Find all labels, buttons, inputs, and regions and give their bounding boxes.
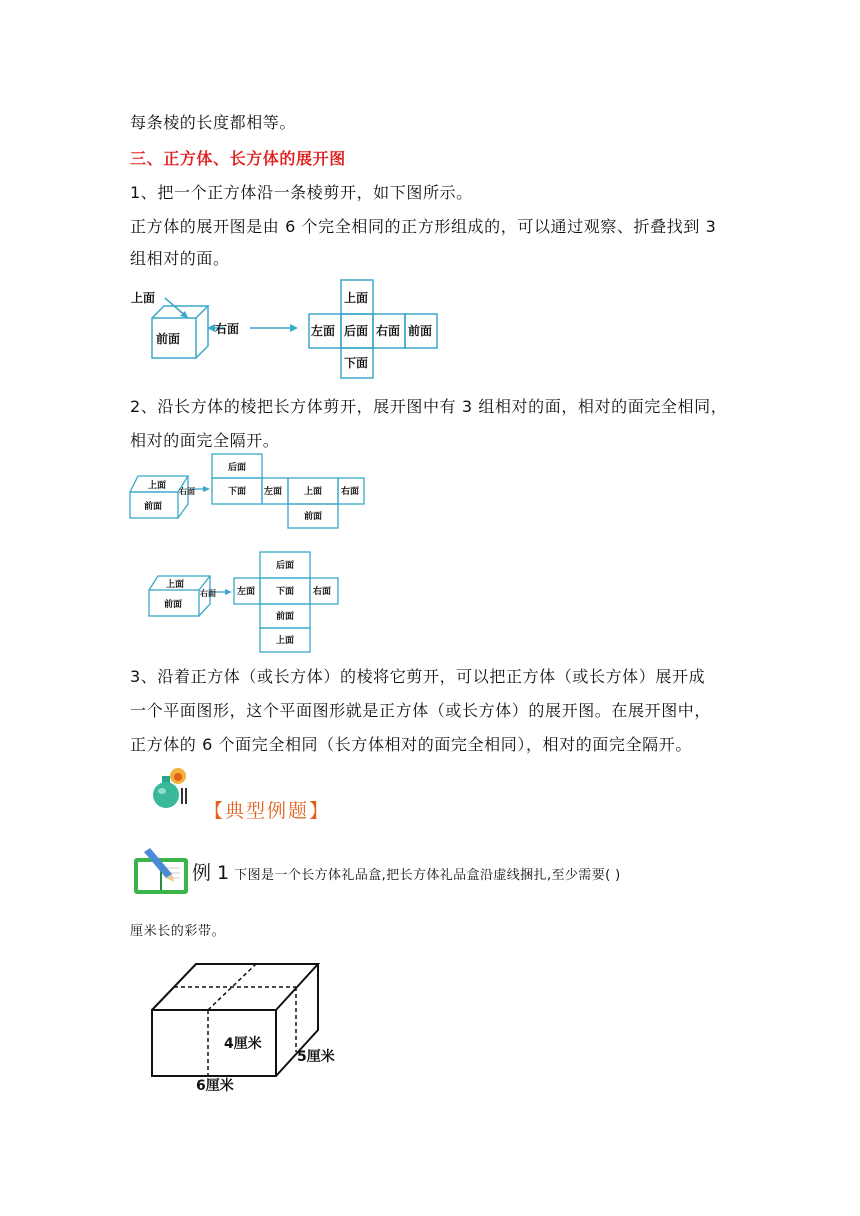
label-top: 上面 (131, 291, 156, 305)
text-line: 每条棱的长度都相等。 (130, 113, 297, 132)
text-line: 相对的面完全隔开。 (130, 431, 280, 450)
text-line: 一个平面图形，这个平面图形就是正方体（或长方体）的展开图。在展开图中， (130, 701, 712, 720)
net-bottom: 下面 (344, 356, 369, 370)
depth-label: 5厘米 (297, 1049, 335, 1065)
net-right: 右面 (341, 487, 360, 497)
net-left: 左面 (237, 587, 256, 597)
cuboid-net-figure-2 (146, 550, 342, 656)
text-line: 正方体的展开图是由 6 个完全相同的正方形组成的，可以通过观察、折叠找到 3 (130, 217, 717, 236)
net-front: 前面 (276, 612, 295, 622)
flask-icon (148, 766, 192, 810)
example-number: 例 1 (192, 862, 230, 884)
net-left: 左面 (264, 487, 283, 497)
example-text: 下图是一个长方体礼品盒,把长方体礼品盒沿虚线捆扎,至少需要( ) (234, 868, 621, 883)
label-right: 右面 (215, 322, 240, 336)
net-back: 后面 (228, 463, 247, 473)
label-right: 右面 (200, 589, 216, 598)
label-front: 前面 (144, 502, 163, 512)
net-top: 上面 (304, 487, 323, 497)
net-back: 后面 (344, 324, 369, 338)
net-right: 右面 (313, 587, 332, 597)
text-line: 1、把一个正方体沿一条棱剪开，如下图所示。 (130, 183, 473, 202)
label-top: 上面 (166, 580, 185, 590)
cube-net-figure (125, 278, 455, 382)
net-top: 上面 (276, 636, 295, 646)
net-front: 前面 (408, 324, 433, 338)
label-right: 右面 (179, 487, 195, 496)
section-heading: 三、正方体、长方体的展开图 (130, 149, 346, 168)
net-left: 左面 (311, 324, 336, 338)
net-bottom: 下面 (228, 487, 247, 497)
width-label: 6厘米 (196, 1078, 234, 1094)
height-label: 4厘米 (224, 1036, 262, 1052)
text-line: 3、沿着正方体（或长方体）的棱将它剪开，可以把正方体（或长方体）展开成 (130, 667, 706, 686)
book-pencil-icon (132, 848, 192, 896)
label-front: 前面 (164, 600, 183, 610)
net-top: 上面 (344, 291, 369, 305)
example-continuation: 厘米长的彩带。 (130, 924, 226, 939)
net-back: 后面 (276, 561, 295, 571)
label-top: 上面 (148, 481, 167, 491)
gift-box-figure (140, 958, 340, 1098)
label-front: 前面 (156, 332, 181, 346)
text-line: 正方体的 6 个面完全相同（长方体相对的面完全相同），相对的面完全隔开。 (130, 735, 692, 754)
cuboid-net-figure-1 (128, 452, 370, 530)
net-right: 右面 (376, 324, 401, 338)
example-heading (192, 858, 621, 885)
net-bottom: 下面 (276, 587, 295, 597)
text-line: 2、沿长方体的棱把长方体剪开，展开图中有 3 组相对的面，相对的面完全相同， (130, 397, 728, 416)
section-tag: 【典型例题】 (204, 800, 331, 822)
text-line: 组相对的面。 (130, 249, 230, 268)
net-front: 前面 (304, 512, 323, 522)
